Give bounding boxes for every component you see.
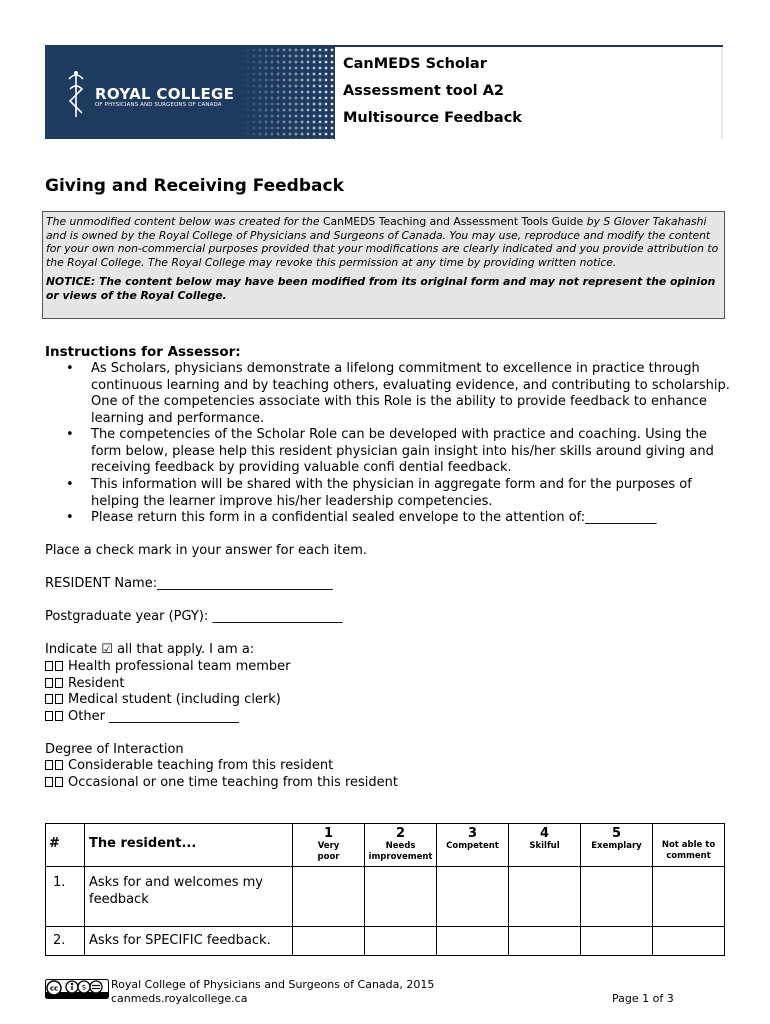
col-header-number: # (46, 824, 85, 867)
checkbox-icon[interactable] (45, 711, 53, 721)
scale-header-3: 3 Competent (437, 824, 509, 867)
modification-notice: NOTICE: The content below may have been modified from its original form and may not represent the opinion or views of the Royal College. (46, 275, 716, 302)
scale-header-4: 4 Skilful (509, 824, 581, 867)
rating-cell[interactable] (437, 867, 509, 927)
rating-cell[interactable] (293, 927, 365, 956)
royal-college-crest-icon (65, 69, 87, 119)
page-number: Page 1 of 3 (612, 992, 674, 1005)
table-row: 2. Asks for SPECIFIC feedback. (46, 927, 725, 956)
instructions-heading: Instructions for Assessor: (45, 344, 241, 360)
checkbox-icon[interactable] (55, 777, 63, 787)
bullet-icon: • (66, 427, 74, 442)
instruction-bullet: The competencies of the Scholar Role can be developed with practice and coaching. Using the form below, please help this resident physician gain insight into his/her skills around giving and receiving feedback by providing valuable confi dential feedback. (91, 427, 714, 476)
header-type: Multisource Feedback (343, 110, 522, 126)
svg-text:$: $ (81, 983, 87, 992)
rating-cell[interactable] (365, 927, 437, 956)
scale-header-2: 2 Needs improvement (365, 824, 437, 867)
scale-header-1: 1 Very poor (293, 824, 365, 867)
bullet-icon: • (66, 361, 74, 376)
table-header-row (46, 824, 725, 867)
footer-copyright: Royal College of Physicians and Surgeons of Canada, 2015 (111, 978, 435, 991)
header-program: CanMEDS Scholar (343, 56, 487, 72)
pgy-field[interactable]: Postgraduate year (PGY): ____________________ (45, 609, 343, 624)
header-logo-band (45, 47, 335, 139)
resident-name-field[interactable]: RESIDENT Name:___________________________ (45, 576, 333, 591)
table-row: 1. Asks for and welcomes my feedback (46, 867, 725, 927)
rating-cell[interactable] (509, 927, 581, 956)
checkbox-icon[interactable] (55, 760, 63, 770)
checkbox-icon[interactable] (45, 694, 53, 704)
svg-text:cc: cc (49, 984, 59, 993)
degree-option-considerable[interactable]: Considerable teaching from this resident (45, 758, 333, 775)
degree-heading: Degree of Interaction (45, 742, 184, 757)
checkbox-icon[interactable] (45, 777, 53, 787)
col-header-not-able: Not able to comment (653, 824, 725, 867)
header-tool: Assessment tool A2 (343, 83, 505, 99)
checkbox-icon[interactable] (55, 678, 63, 688)
logo-wordmark: ROYAL COLLEGE (95, 85, 235, 103)
checkbox-icon[interactable] (55, 694, 63, 704)
rating-cell[interactable] (437, 927, 509, 956)
copyright-paragraph: The unmodified content below was created for the CanMEDS Teaching and Assessment Tools Guide by S Glover Takahashi and is owned by the Royal College of Physicians and Surgeons of Canada. You may use, reproduce and modify the content for your own non-commercial purposes provided that your modifications are clearly indicated and you provide attribution to the Royal College. The Royal College may revoke this permission at any time by providing written notice. (46, 215, 719, 269)
checked-box-icon: ☑ (101, 642, 113, 657)
check-instruction: Place a check mark in your answer for each item. (45, 543, 368, 558)
rating-cell[interactable] (365, 867, 437, 927)
role-instruction: Indicate ☑ all that apply. I am a: (45, 642, 255, 657)
role-option-resident[interactable]: Resident (45, 676, 124, 693)
creative-commons-badge-icon (45, 979, 109, 999)
rating-cell[interactable] (653, 927, 725, 956)
instruction-bullet: Please return this form in a confidential sealed envelope to the attention of:___________ (91, 510, 657, 525)
checkbox-icon[interactable] (45, 678, 53, 688)
degree-option-occasional[interactable]: Occasional or one time teaching from this resident (45, 775, 398, 792)
role-option-health-professional[interactable]: Health professional team member (45, 659, 291, 676)
rating-cell[interactable] (653, 867, 725, 927)
col-header-resident: The resident... (85, 824, 293, 867)
checkbox-icon[interactable] (55, 661, 63, 671)
instruction-bullet: As Scholars, physicians demonstrate a lifelong commitment to excellence in practice through continuous learning and by teaching others, evaluating evidence, and contributing to scholarship. One of the competencies associate with this Role is the ability to provide feedback to enhance learning and performance. (91, 361, 730, 426)
checkbox-icon[interactable] (45, 661, 53, 671)
logo-subtitle: OF PHYSICIANS AND SURGEONS OF CANADA (95, 102, 222, 108)
rating-cell[interactable] (509, 867, 581, 927)
rating-cell[interactable] (293, 867, 365, 927)
scale-header-5: 5 Exemplary (581, 824, 653, 867)
rating-cell[interactable] (581, 867, 653, 927)
copyright-notice-box (42, 211, 725, 319)
rating-table (45, 823, 725, 956)
bullet-icon: • (66, 510, 74, 525)
checkbox-icon[interactable] (45, 760, 53, 770)
footer-website: canmeds.royalcollege.ca (111, 992, 248, 1005)
page-title: Giving and Receiving Feedback (45, 176, 344, 196)
rating-cell[interactable] (581, 927, 653, 956)
role-option-medical-student[interactable]: Medical student (including clerk) (45, 692, 281, 709)
role-option-other[interactable]: Other ____________________ (45, 709, 239, 726)
bullet-icon: • (66, 477, 74, 492)
checkbox-icon[interactable] (55, 711, 63, 721)
instruction-bullet: This information will be shared with the physician in aggregate form and for the purposes of helping the learner improve his/her leadership competencies. (91, 477, 692, 509)
